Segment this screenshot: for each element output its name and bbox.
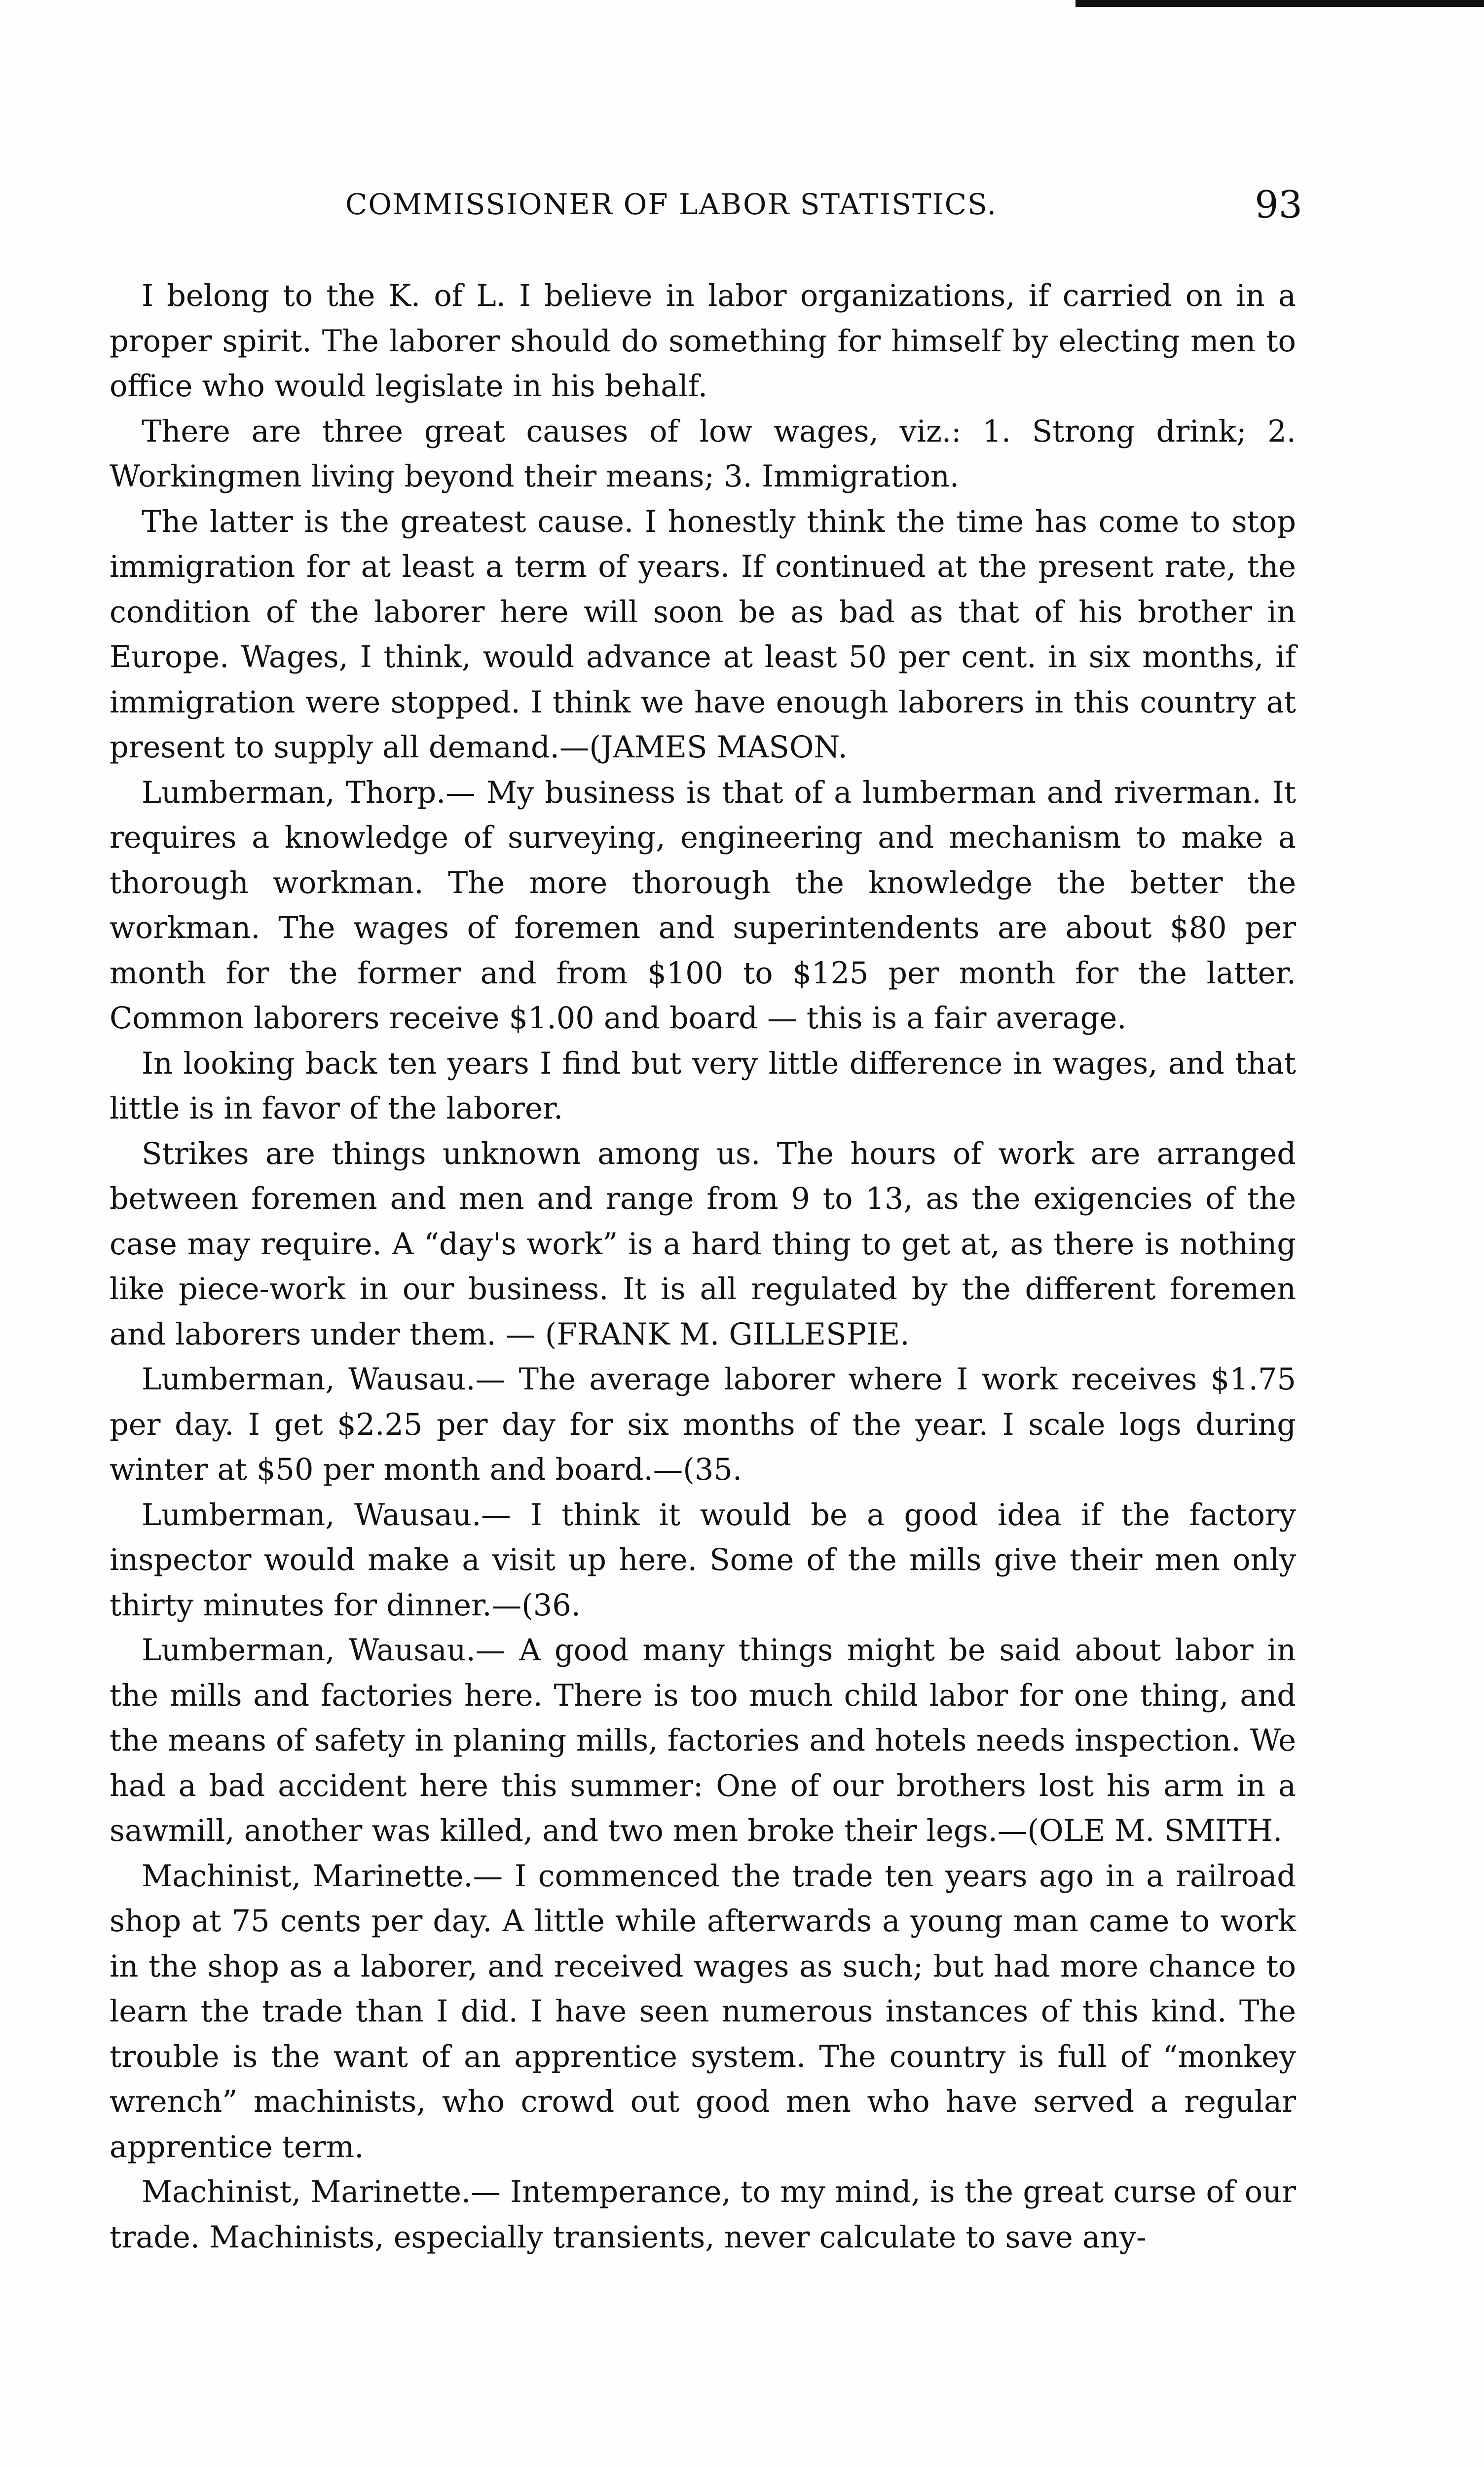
paragraph-machinist-marinette-1: Machinist, Marinette.— I commenced the trade ten years ago in a railroad shop at 75 cents per day. A little while afterwards a young man came to work in the shop as a laborer, and received wages as such; but had more chance to learn the trade than I did. I have seen numerous instances of this kind. The trouble is the want of an apprentice system. The country is full of “monkey wrench” machinists, who crowd out good men who have served a regular apprentice term. <box>110 1859 1296 2165</box>
paragraph-machinist-marinette-2: Machinist, Marinette.— Intemperance, to my mind, is the great curse of our trade. Machinists, especially transients, never calculate to save any- <box>110 2175 1296 2255</box>
body-text <box>110 274 1296 2260</box>
running-header <box>113 183 1302 237</box>
header-title: COMMISSIONER OF LABOR STATISTICS. <box>345 187 998 221</box>
paragraph-lumberman-wausau-1: Lumberman, Wausau.— The average laborer where I work receives $1.75 per day. I get $2.25 per day for six months of the year. I scale logs during winter at $50 per month and board.—(35. <box>110 1362 1296 1487</box>
page-number: 93 <box>1255 183 1302 226</box>
paragraph-lumberman-wausau-3: Lumberman, Wausau.— A good many things might be said about labor in the mills and factories here. There is too much child labor for one thing, and the means of safety in planing mills, factories and hotels needs inspection. We had a bad accident here this summer: One of our brothers lost his arm in a sawmill, another was killed, and two men broke their legs.—(OLE M. SMITH. <box>110 1633 1296 1848</box>
paragraph-lumberman-wausau-2: Lumberman, Wausau.— I think it would be a good idea if the factory inspector would make a visit up here. Some of the mills give their men only thirty minutes for dinner.—(36. <box>110 1497 1296 1623</box>
paragraph-immigration: The latter is the greatest cause. I honestly think the time has come to stop immigration for at least a term of years. If continued at the present rate, the condition of the laborer here will soon be as bad as that of his brother in Europe. Wages, I think, would advance at least 50 per cent. in six months, if immigration were stopped. I think we have enough laborers in this country at present to supply all demand.—(JAMES MASON. <box>110 504 1296 765</box>
paragraph-causes-low-wages: There are three great causes of low wages, viz.: 1. Strong drink; 2. Workingmen living beyond their means; 3. Immigration. <box>110 414 1296 494</box>
scan-edge-bar <box>1076 0 1484 7</box>
paragraph-k-of-l: I belong to the K. of L. I believe in labor organizations, if carried on in a proper spirit. The laborer should do something for himself by electing men to office who would legislate in his behalf. <box>110 279 1296 404</box>
paragraph-strikes: Strikes are things unknown among us. The hours of work are arranged between foremen and men and range from 9 to 13, as the exigencies of the case may require. A “day's work” is a hard thing to get at, as there is nothing like piece-work in our business. It is all regulated by the different foremen and laborers under them. — (FRANK M. GILLESPIE. <box>110 1136 1296 1352</box>
paragraph-lumberman-thorp: Lumberman, Thorp.— My business is that of a lumberman and riverman. It requires a knowledge of surveying, engineering and mechanism to make a thorough workman. The more thorough the knowledge the better the workman. The wages of foremen and superintendents are about $80 per month for the former and from $100 to $125 per month for the latter. Common laborers receive $1.00 and board — this is a fair average. <box>110 775 1296 1036</box>
paragraph-ten-years: In looking back ten years I find but very little difference in wages, and that little is in favor of the laborer. <box>110 1046 1296 1126</box>
